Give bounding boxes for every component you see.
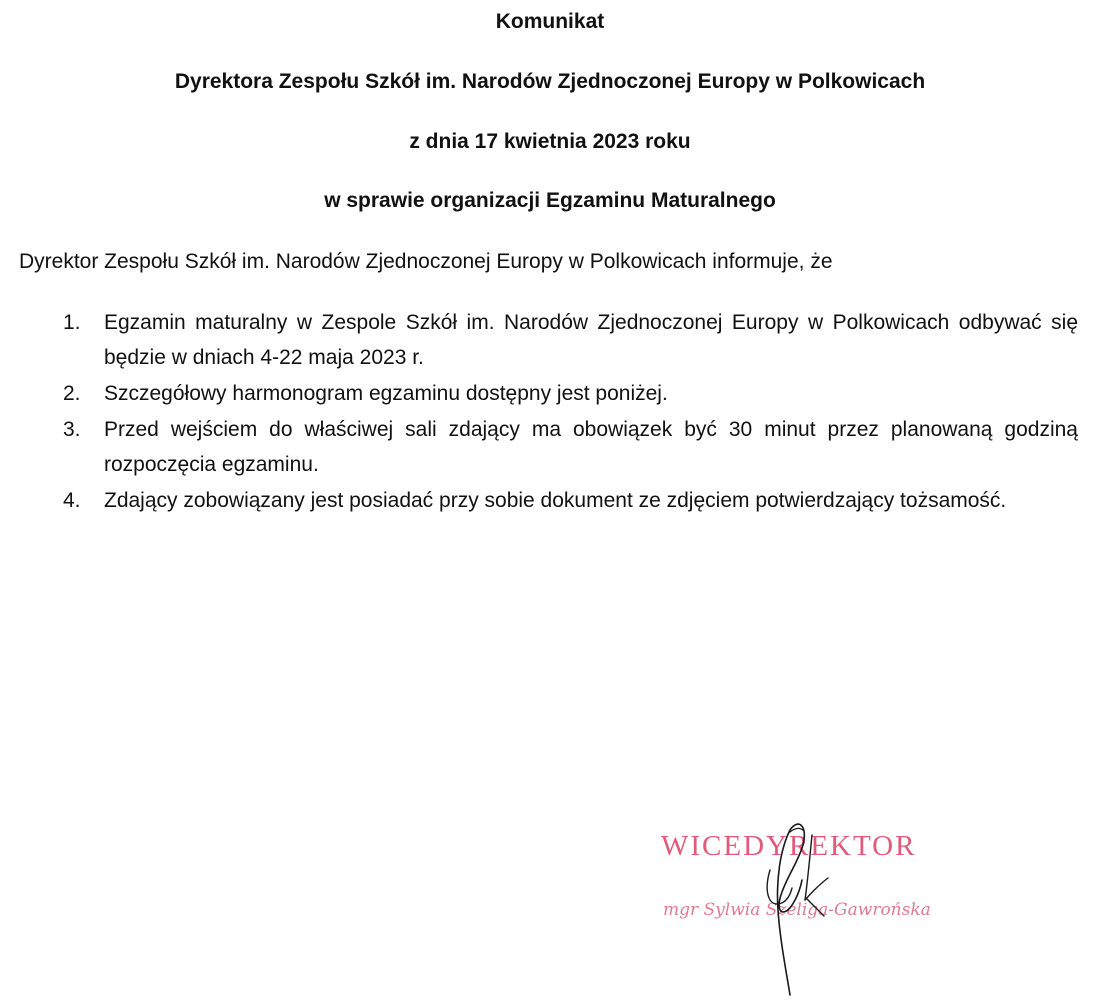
- list-item-text: Zdający zobowiązany jest posiadać przy sobie dokument ze zdjęciem potwierdzający tożsamość.: [104, 489, 1007, 512]
- list-item: [60, 376, 1078, 411]
- stamp-name: mgr Sylwia Szeliga-Gawrońska: [663, 900, 931, 920]
- list-item: [60, 305, 1078, 375]
- list-item: [60, 483, 1078, 518]
- numbered-list: [60, 305, 1078, 519]
- handwritten-signature: [640, 800, 960, 1005]
- stamp-title: WICEDYREKTOR: [661, 830, 917, 862]
- list-item-number: 3.: [63, 418, 81, 441]
- list-item-text: Przed wejściem do właściwej sali zdający ma obowiązek być 30 minut przez planowaną godziną rozpoczęcia egzaminu.: [104, 418, 1078, 476]
- document-title: Komunikat: [495, 10, 605, 33]
- intro-paragraph: Dyrektor Zespołu Szkół im. Narodów Zjednoczonej Europy w Polkowicach informuje, że: [19, 250, 833, 273]
- list-item: [60, 412, 1078, 482]
- document-subject: w sprawie organizacji Egzaminu Maturalnego: [324, 189, 776, 212]
- document-date: z dnia 17 kwietnia 2023 roku: [409, 130, 691, 153]
- list-item-number: 2.: [63, 382, 81, 405]
- list-item-text: Egzamin maturalny w Zespole Szkół im. Narodów Zjednoczonej Europy w Polkowicach odbywać się będzie w dniach 4-22 maja 2023 r.: [104, 311, 1078, 369]
- official-stamp: [640, 800, 960, 1005]
- list-item-number: 1.: [63, 311, 81, 334]
- list-item-text: Szczegółowy harmonogram egzaminu dostępny jest poniżej.: [104, 382, 668, 405]
- document-issuer: Dyrektora Zespołu Szkół im. Narodów Zjednoczonej Europy w Polkowicach: [174, 70, 926, 93]
- list-item-number: 4.: [63, 489, 81, 512]
